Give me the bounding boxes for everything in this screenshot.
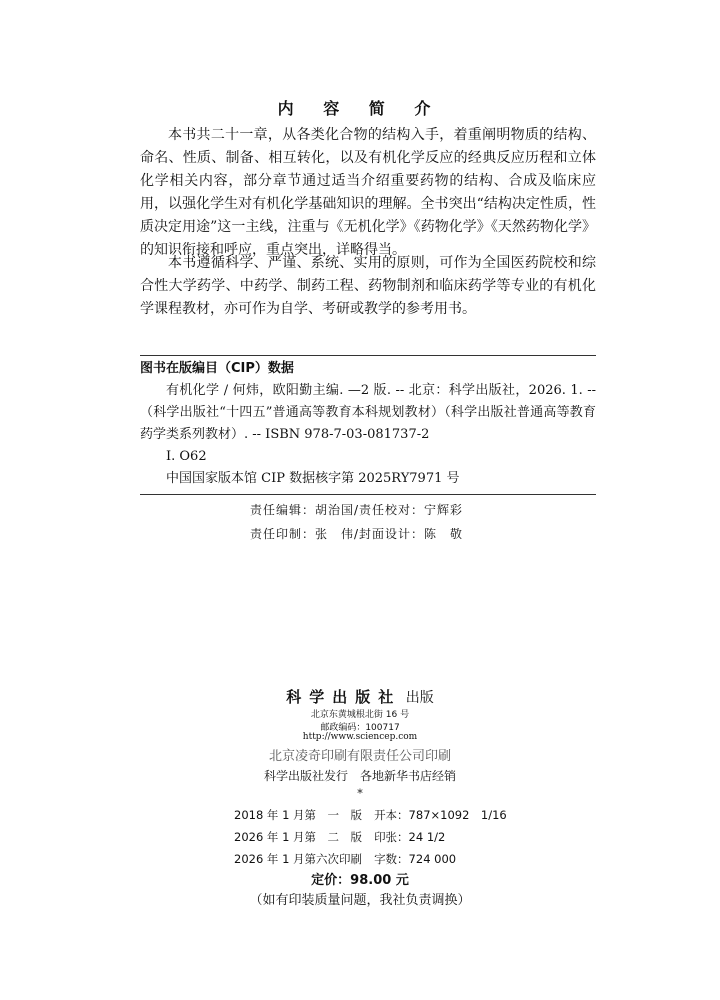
price: 定价：98.00 元 xyxy=(311,873,409,888)
edition-row xyxy=(234,807,507,823)
cip-body: 有机化学 / 何炜，欧阳勤主编. —2 版. -- 北京：科学出版社，2026. 1. --（科学出版社“十四五”普通高等教育本科规划教材）（科学出版社普通高等教育药学类系列教材）. -- ISBN 978-7-03-081737-2 xyxy=(140,383,596,442)
edition-date: 2026 年 1 月第 二 版 xyxy=(234,830,363,844)
separator-star: * xyxy=(357,787,363,800)
intro-title: 内 容 简 介 xyxy=(277,99,443,118)
intro-paragraph-2-text: 本书遵循科学、严谨、系统、实用的原则，可作为全国医药院校和综合性大学药学、中药学、制药工程、药物制剂和临床药学等专业的有机化学课程教材，亦可作为自学、考研或教学的参考用书。 xyxy=(140,255,596,317)
cip-top-rule xyxy=(140,355,596,356)
staff-editors: 责任编辑：胡治国/责任校对：宁辉彩 xyxy=(250,503,464,517)
publisher-address: 北京东黄城根北街 16 号 xyxy=(310,710,410,720)
printer-line: 北京凌奇印刷有限责任公司印刷 xyxy=(268,749,451,764)
edition-row xyxy=(234,829,445,845)
edition-date: 2018 年 1 月第 一 版 xyxy=(234,808,363,822)
staff-production: 责任印制：张 伟/封面设计：陈 敬 xyxy=(250,527,464,541)
edition-detail: 字数：724 000 xyxy=(374,852,457,866)
edition-date: 2026 年 1 月第六次印刷 xyxy=(234,852,363,866)
quality-notice: （如有印装质量问题，我社负责调换） xyxy=(249,893,471,908)
intro-paragraph-1 xyxy=(140,124,596,262)
cip-classification: Ⅰ. O62 xyxy=(166,449,207,464)
cip-record-number: 中国国家版本馆 CIP 数据核字第 2025RY7971 号 xyxy=(166,471,460,486)
publisher-postcode: 邮政编码：100717 xyxy=(320,723,400,733)
edition-detail: 开本：787×1092 1/16 xyxy=(374,808,507,822)
edition-row xyxy=(234,851,456,867)
publisher-line xyxy=(0,686,720,707)
publisher-logo: 科学出版社 xyxy=(286,688,402,706)
intro-paragraph-1-text: 本书共二十一章，从各类化合物的结构入手，着重阐明物质的结构、命名、性质、制备、相互转化，以及有机化学反应的经典反应历程和立体化学相关内容，部分章节通过适当介绍重要药物的结构、合成及临床应用，以强化学生对有机化学基础知识的理解。全书突出“结构决定性质，性质决定用途”这一主线，注重与《无机化学》《药物化学》《天然药物化学》的知识衔接和呼应，重点突出，详略得当。 xyxy=(140,127,596,258)
intro-paragraph-2 xyxy=(140,252,596,321)
edition-detail: 印张：24 1/2 xyxy=(374,830,446,844)
cip-heading: 图书在版编目（CIP）数据 xyxy=(140,361,294,376)
publisher-url: http://www.sciencep.com xyxy=(302,732,418,742)
distribution-line: 科学出版社发行 各地新华书店经销 xyxy=(263,769,456,783)
cip-bottom-rule xyxy=(140,494,596,495)
publisher-suffix: 出版 xyxy=(405,690,434,706)
